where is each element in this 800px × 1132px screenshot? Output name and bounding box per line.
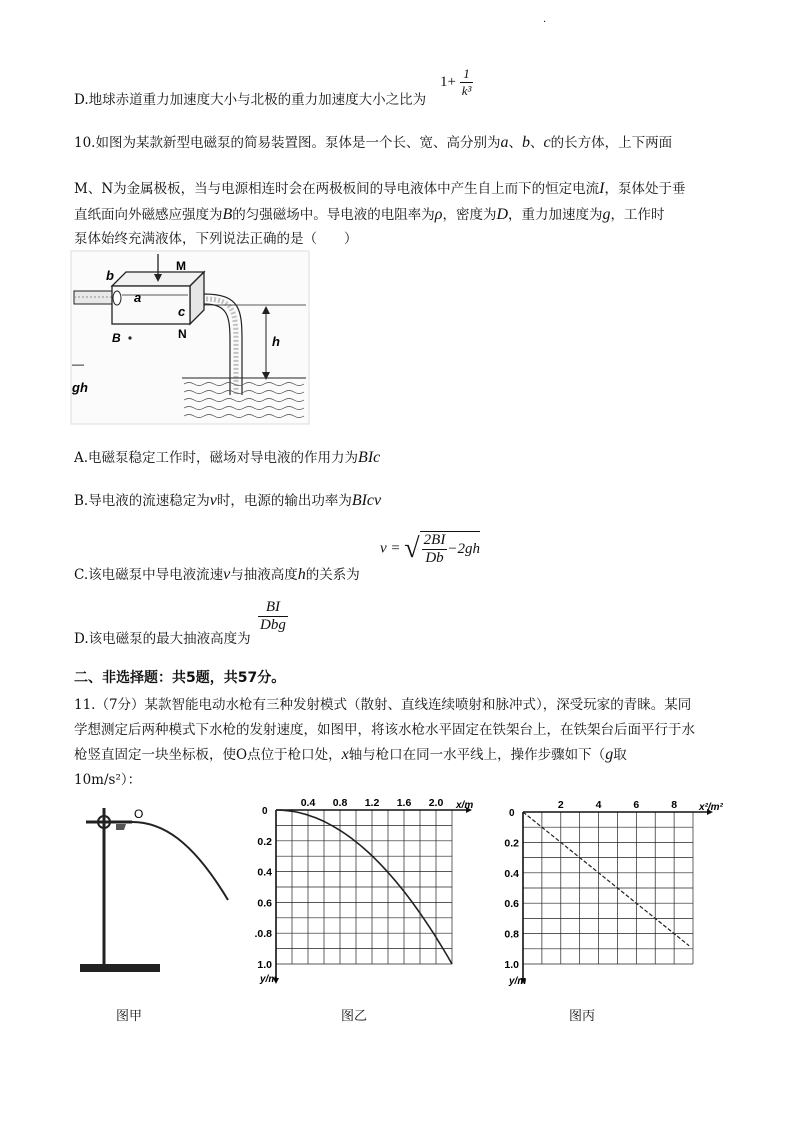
formula-num: 2BI [423,532,446,548]
q10-option-a [74,446,380,467]
bing-y-axis-label: y/m [509,976,527,987]
yi-y-tick-label: .0.8 [254,928,272,941]
q11-line3-text-a: 枪竖直固定一块坐标板，使O点位于枪口处， [74,747,342,763]
q9-expr-num: 1 [460,66,474,83]
yi-y-tick-label: 0.6 [257,897,272,910]
bing-ticks [504,799,677,971]
q11-line2: 学想测定后两种模式下水枪的发射速度，如图甲，将该水枪水平固定在铁架台上，在铁架台后面平行于水 [74,722,695,738]
yi-grid [273,807,472,984]
label-a: a [134,290,142,305]
yi-x-tick-label: 1.6 [396,797,412,809]
label-O: O [134,807,144,821]
q10-option-d [74,627,251,647]
q10-line4-text: 泵体始终充满液体，下列说法正确的是（ ） [74,231,358,247]
formula-tail: −2gh [447,541,480,557]
q10-line2 [74,177,685,198]
q10-option-c [74,563,360,584]
pump-diagram [70,250,310,425]
label-c: c [178,304,186,319]
max-height-fraction [258,599,288,634]
magnetic-field-dot [128,336,131,339]
water-gun [116,824,126,830]
q10-option-a-expr: BIc [358,449,381,466]
q10-option-c-var-v: v [223,566,231,583]
bing-grid [520,809,713,984]
q10-var-g: g [602,206,611,223]
yi-x-tick-label: 0.4 [300,797,316,809]
yi-x-axis-label: x/m [456,800,474,811]
formula-lhs: v = [380,540,401,557]
q10-line3-text-b: 的匀强磁场中。导电液的电阻率为 [232,207,435,223]
yi-ticks [254,797,443,971]
q10-option-b-expr: BIcv [351,492,382,509]
q11-line1: 11.（7分）某款智能电动水枪有三种发射模式（散射、直线连续喷射和脉冲式），深受玩家的青睐。某同 [74,697,692,713]
label-N: N [178,327,187,341]
q11-line3-text-c: 取 [613,747,627,763]
bing-y-tick-label: 1.0 [504,959,519,971]
q10-option-b-text-a: B.导电液的流速稳定为 [74,493,210,509]
section-2-heading: 二、非选择题：共5题，共57分。 [74,670,286,686]
bing-y-tick-label: 0.8 [504,928,519,941]
q10-var-a: a [500,134,509,151]
q10-line3-text-a: 直纸面向外磁感应强度为 [74,207,223,223]
q10-line2-text-b: ，泵体处于垂 [604,181,686,197]
q10-option-c-var-h: h [297,566,306,583]
q10-line3 [74,203,665,224]
yi-x-tick-label: 2.0 [428,797,444,809]
q9-option-d [74,88,426,108]
q10-line4 [74,227,358,247]
label-M: M [176,259,186,273]
label-gh: gh [72,380,88,395]
label-b: b [106,268,114,283]
figure-bing-chart [497,796,737,996]
label-h: h [272,334,280,349]
bing-y-tick-label: 0.2 [504,837,519,850]
q9-option-d-text: D.地球赤道重力加速度大小与北极的重力加速度大小之比为 [74,92,427,108]
caption-yi: 图乙 [341,1009,368,1024]
q10-option-c-text-a: C.该电磁泵中导电液流速 [74,567,224,583]
q10-line1 [74,131,672,152]
q10-option-b-var: v [209,492,217,509]
stand-base [80,964,160,972]
yi-x-tick-label: 1.2 [364,797,380,809]
bing-origin-label: 0 [509,808,515,819]
page-mark: . [543,14,547,25]
figure-jia [72,800,252,980]
bing-x-tick-label: 2 [557,799,564,811]
q10-option-d-formula [258,599,288,634]
q10-sep2: 、 [529,135,544,151]
bing-line [523,812,689,946]
water-trajectory [132,822,228,900]
bing-x-tick-label: 6 [633,799,640,811]
q10-option-b-text-b: 时，电源的输出功率为 [216,493,352,509]
q10-line3-text-d: ，重力加速度为 [508,207,603,223]
caption-jia: 图甲 [116,1009,143,1024]
q10-line1-text-a: 10.如图为某款新型电磁泵的简易装置图。泵体是一个长、宽、高分别为 [74,135,501,151]
formula-fraction [422,532,448,567]
q10-option-a-text: A.电磁泵稳定工作时，磁场对导电液的作用力为 [74,450,359,466]
q10-line1-text-b: 的长方体，上下两面 [550,135,673,151]
label-dash: — [72,357,84,371]
yi-origin-label: 0 [262,806,268,817]
bing-y-tick-label: 0.4 [504,867,519,880]
q10-var-B: B [222,206,233,223]
max-height-den: Dbg [260,617,286,633]
q9-option-d-expression [440,66,473,99]
q10-line3-text-c: ，密度为 [442,207,497,223]
yi-y-tick-label: 0.2 [257,835,272,848]
q10-sep1: 、 [508,135,522,151]
q10-var-b: b [521,134,530,151]
formula-den: Db [425,550,444,566]
pump-inlet-opening [113,291,121,305]
q10-option-c-text-b: 与抽液高度 [230,567,298,583]
max-height-num: BI [258,599,288,617]
q11-var-x: x [341,746,349,763]
yi-y-tick-label: 1.0 [257,959,272,971]
bing-x-tick-label: 8 [671,799,678,811]
label-B: B [112,331,121,345]
bing-x-axis-label: x²/m² [699,802,723,813]
q10-var-I: I [599,180,605,197]
bing-x-tick-label: 4 [595,799,602,811]
q10-var-rho: ρ [434,206,443,223]
caption-bing: 图丙 [569,1009,596,1024]
q9-expr-whole: 1+ [440,74,456,90]
q10-option-d-text: D.该电磁泵的最大抽液高度为 [74,631,251,647]
sqrt-sign: √ [404,533,420,564]
q11-line3-text-b: 轴与枪口在同一水平线上，操作步骤如下（ [348,747,606,763]
q11-line3 [74,743,627,764]
q9-expr-fraction [460,66,474,99]
q10-line3-text-e: ，工作时 [610,207,665,223]
yi-y-tick-label: 0.4 [257,866,272,879]
yi-y-axis-label: y/m [260,974,278,985]
q11-line4: 10m/s²）： [74,772,142,788]
q10-var-c: c [543,134,551,151]
yi-x-tick-label: 0.8 [332,797,348,809]
q11-var-g: g [605,746,614,763]
bing-y-tick-label: 0.6 [504,898,519,911]
figure-yi-chart [254,796,484,992]
q10-option-b [74,489,381,510]
q10-var-D: D [496,206,509,223]
q10-option-c-formula [380,531,480,567]
sqrt-body [420,531,480,567]
q10-option-c-text-c: 的关系为 [305,567,360,583]
q9-expr-den: k³ [461,83,472,98]
q10-line2-text-a: M、N为金属极板，当与电源相连时会在两极板间的导电液体中产生自上而下的恒定电流 [74,181,600,197]
